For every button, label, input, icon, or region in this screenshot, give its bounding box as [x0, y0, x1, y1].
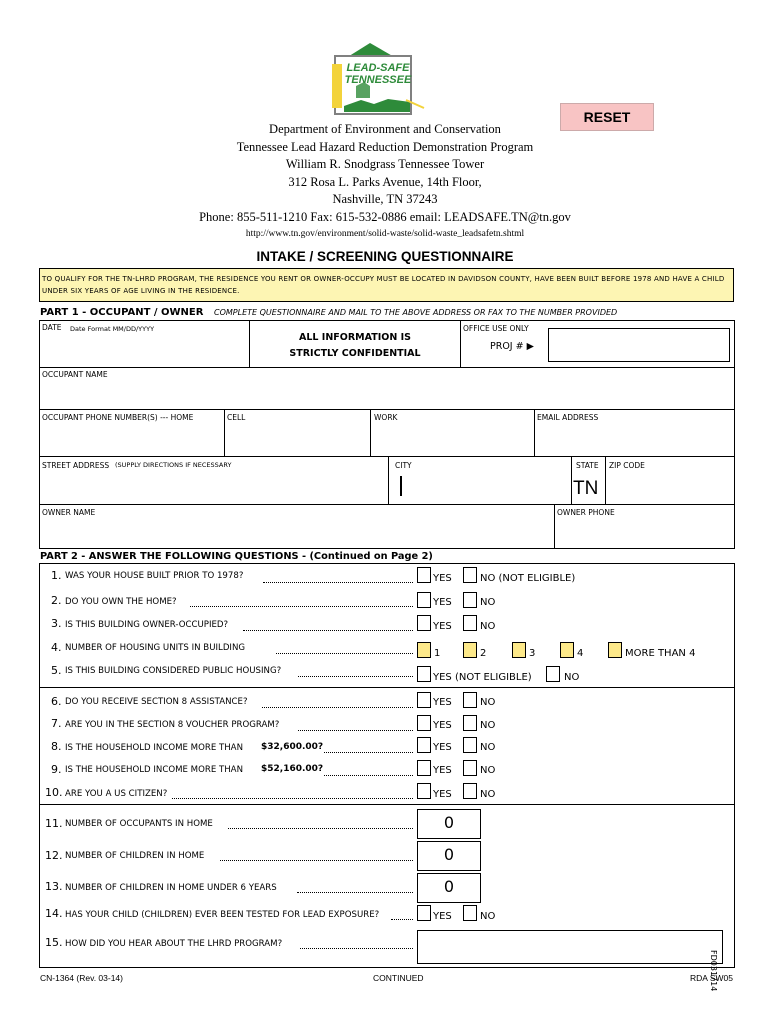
dept-name: Department of Environment and Conservation: [269, 122, 501, 136]
q4-option-1-checkbox[interactable]: [417, 642, 431, 658]
q8-no-checkbox[interactable]: [463, 737, 477, 753]
q10-yes-checkbox[interactable]: [417, 783, 431, 799]
q12-number: 12.: [45, 849, 63, 862]
owner-phone-label: OWNER PHONE: [557, 508, 615, 517]
children-under6-count-input[interactable]: 0: [417, 873, 481, 903]
q7-yes-checkbox[interactable]: [417, 715, 431, 731]
q6-text: DO YOU RECEIVE SECTION 8 ASSISTANCE?: [65, 697, 248, 707]
q13-text: NUMBER OF CHILDREN IN HOME UNDER 6 YEARS: [65, 883, 277, 893]
q14-yes-label: YES: [433, 911, 452, 922]
rda-code: RDA SW05: [690, 973, 733, 983]
q2-no-label: NO: [480, 597, 496, 608]
date-format-hint: Date Format MM/DD/YYYY: [70, 325, 155, 333]
reset-button[interactable]: RESET: [560, 103, 654, 131]
q8-number: 8.: [51, 740, 62, 753]
q6-number: 6.: [51, 695, 62, 708]
q12-leader: [220, 860, 413, 861]
q9-text: IS THE HOUSEHOLD INCOME MORE THAN: [65, 765, 243, 775]
continued-label: CONTINUED: [373, 973, 424, 983]
q15-leader: [300, 948, 413, 949]
q9-number: 9.: [51, 763, 62, 776]
proj-number-input[interactable]: [548, 328, 730, 362]
q14-text: HAS YOUR CHILD (CHILDREN) EVER BEEN TESTED FOR LEAD EXPOSURE?: [65, 910, 380, 920]
q4-option-3-label: 3: [529, 648, 536, 659]
building-name: William R. Snodgrass Tennessee Tower: [285, 157, 485, 171]
street-address-note: (SUPPLY DIRECTIONS IF NECESSARY: [115, 461, 232, 469]
q8-yes-label: YES: [433, 742, 452, 753]
q4-option-2-checkbox[interactable]: [463, 642, 477, 658]
zip-code-label: ZIP CODE: [609, 461, 645, 470]
q14-no-label: NO: [480, 911, 496, 922]
email-label: EMAIL ADDRESS: [537, 413, 599, 422]
q6-no-checkbox[interactable]: [463, 692, 477, 708]
q10-no-checkbox[interactable]: [463, 783, 477, 799]
q7-number: 7.: [51, 717, 62, 730]
q8-amount: $32,600.00?: [261, 742, 324, 752]
q11-number: 11.: [45, 817, 63, 830]
q9-leader: [324, 775, 413, 776]
program-url: http://www.tn.gov/environment/solid-waste/solid-waste_leadsafetn.shtml: [245, 229, 525, 239]
part1-instruction: COMPLETE QUESTIONNAIRE AND MAIL TO THE ABOVE ADDRESS OR FAX TO THE NUMBER PROVIDED: [214, 308, 618, 317]
q9-amount: $52,160.00?: [261, 764, 324, 774]
q3-number: 3.: [51, 617, 62, 630]
q7-text: ARE YOU IN THE SECTION 8 VOUCHER PROGRAM?: [65, 720, 280, 730]
part2-heading: PART 2 - ANSWER THE FOLLOWING QUESTIONS - (Continued on Page 2): [40, 551, 433, 562]
q3-text: IS THIS BUILDING OWNER-OCCUPIED?: [65, 620, 229, 630]
city-address: Nashville, TN 37243: [332, 192, 438, 206]
q1-no-checkbox[interactable]: [463, 567, 477, 583]
q2-text: DO YOU OWN THE HOME?: [65, 597, 177, 607]
q14-no-checkbox[interactable]: [463, 905, 477, 921]
q4-option-1-label: 1: [434, 648, 441, 659]
q7-no-checkbox[interactable]: [463, 715, 477, 731]
q4-text: NUMBER OF HOUSING UNITS IN BUILDING: [65, 643, 246, 653]
q15-number: 15.: [45, 936, 63, 949]
office-use-label: OFFICE USE ONLY: [463, 324, 529, 333]
how-did-you-hear-input[interactable]: [417, 930, 723, 964]
q14-number: 14.: [45, 907, 63, 920]
q15-text: HOW DID YOU HEAR ABOUT THE LHRD PROGRAM?: [65, 939, 283, 949]
form-id: CN-1364 (Rev. 03-14): [40, 973, 123, 983]
occupants-count-input[interactable]: 0: [417, 809, 481, 839]
q8-yes-checkbox[interactable]: [417, 737, 431, 753]
owner-name-field[interactable]: [39, 504, 555, 549]
cell-phone-field[interactable]: [224, 409, 371, 457]
logo-line2: TENNESSEE: [344, 74, 412, 86]
q10-no-label: NO: [480, 789, 496, 800]
q4-leader: [276, 653, 413, 654]
text-cursor: [400, 476, 402, 496]
q9-no-label: NO: [480, 765, 496, 776]
q11-leader: [228, 828, 413, 829]
state-label: STATE: [576, 461, 599, 470]
owner-name-label: OWNER NAME: [42, 508, 96, 517]
q4-option-2-label: 2: [480, 648, 487, 659]
q10-number: 10.: [45, 786, 63, 799]
q1-no-label: NO (NOT ELIGIBLE): [480, 573, 576, 584]
q6-yes-checkbox[interactable]: [417, 692, 431, 708]
contact-info: Phone: 855-511-1210 Fax: 615-532-0886 email: LEADSAFE.TN@tn.gov: [199, 209, 571, 224]
q5-no-label: NO: [564, 672, 580, 683]
cell-phone-label: CELL: [227, 413, 246, 422]
occupant-name-field[interactable]: [39, 367, 735, 410]
q4-option-more-checkbox[interactable]: [608, 642, 622, 658]
q2-yes-label: YES: [433, 597, 452, 608]
home-phone-label: OCCUPANT PHONE NUMBER(S) --- HOME: [42, 413, 194, 422]
lead-safe-logo: [326, 40, 426, 120]
q11-text: NUMBER OF OCCUPANTS IN HOME: [65, 819, 213, 829]
q13-leader: [297, 892, 413, 893]
q2-no-checkbox[interactable]: [463, 592, 477, 608]
logo-line1: LEAD-SAFE: [346, 62, 410, 74]
q14-yes-checkbox[interactable]: [417, 905, 431, 921]
children-count-input[interactable]: 0: [417, 841, 481, 871]
q4-option-more-label: MORE THAN 4: [625, 648, 696, 659]
q13-number: 13.: [45, 880, 63, 893]
q4-option-4-label: 4: [577, 648, 584, 659]
q4-option-3-checkbox[interactable]: [512, 642, 526, 658]
q4-number: 4.: [51, 641, 62, 654]
q10-leader: [172, 798, 413, 799]
q5-yes-label: YES (NOT ELIGIBLE): [433, 672, 532, 683]
q10-yes-label: YES: [433, 789, 452, 800]
date-label: DATE: [42, 323, 62, 332]
q9-yes-checkbox[interactable]: [417, 760, 431, 776]
q1-yes-label: YES: [433, 573, 452, 584]
side-code: FD031714: [709, 950, 718, 992]
q14-leader: [391, 919, 413, 920]
q1-leader: [263, 582, 413, 583]
program-name: Tennessee Lead Hazard Reduction Demonstration Program: [236, 139, 534, 154]
occupant-name-label: OCCUPANT NAME: [42, 370, 108, 379]
page-title: INTAKE / SCREENING QUESTIONNAIRE: [256, 249, 514, 264]
q5-no-checkbox[interactable]: [546, 666, 560, 682]
q1-yes-checkbox[interactable]: [417, 567, 431, 583]
part1-heading: PART 1 - OCCUPANT / OWNER: [40, 307, 204, 318]
q7-leader: [298, 730, 413, 731]
proj-label: PROJ # ▶: [490, 341, 534, 352]
q5-text: IS THIS BUILDING CONSIDERED PUBLIC HOUSING?: [65, 666, 282, 676]
q8-no-label: NO: [480, 742, 496, 753]
q8-leader: [324, 752, 413, 753]
q6-leader: [262, 707, 413, 708]
q3-yes-label: YES: [433, 621, 452, 632]
street-address: 312 Rosa L. Parks Avenue, 14th Floor,: [288, 174, 482, 189]
q3-leader: [243, 630, 413, 631]
confidential-line2: STRICTLY CONFIDENTIAL: [289, 348, 421, 359]
work-phone-label: WORK: [374, 413, 398, 422]
q9-no-checkbox[interactable]: [463, 760, 477, 776]
q2-number: 2.: [51, 594, 62, 607]
confidential-cell: [249, 320, 461, 368]
confidential-line1: ALL INFORMATION IS: [299, 332, 411, 343]
q5-leader: [298, 676, 413, 677]
city-label: CITY: [395, 461, 412, 470]
q9-yes-label: YES: [433, 765, 452, 776]
q3-no-label: NO: [480, 621, 496, 632]
state-value: TN: [573, 478, 599, 499]
eligibility-notice: TO QUALIFY FOR THE TN-LHRD PROGRAM, THE RESIDENCE YOU RENT OR OWNER-OCCUPY MUST BE LOCATED IN DAVIDSON COUNTY, HAVE BEEN BUILT BEFORE 1978 AND HAVE A CHILD UNDER SIX YEARS OF AGE LIVING IN THE RESIDENCE.: [39, 268, 734, 302]
q12-text: NUMBER OF CHILDREN IN HOME: [65, 851, 205, 861]
q10-text: ARE YOU A US CITIZEN?: [65, 789, 168, 799]
q7-no-label: NO: [480, 720, 496, 731]
q5-number: 5.: [51, 664, 62, 677]
q2-leader: [190, 606, 413, 607]
q7-yes-label: YES: [433, 720, 452, 731]
city-field[interactable]: [388, 456, 572, 505]
q4-option-4-checkbox[interactable]: [560, 642, 574, 658]
q6-yes-label: YES: [433, 697, 452, 708]
q8-text: IS THE HOUSEHOLD INCOME MORE THAN: [65, 743, 243, 753]
q1-text: WAS YOUR HOUSE BUILT PRIOR TO 1978?: [65, 571, 244, 581]
q2-yes-checkbox[interactable]: [417, 592, 431, 608]
q3-no-checkbox[interactable]: [463, 615, 477, 631]
q6-no-label: NO: [480, 697, 496, 708]
q1-number: 1.: [51, 569, 62, 582]
address-block: [0, 121, 770, 244]
street-address-label: STREET ADDRESS: [42, 461, 110, 470]
q3-yes-checkbox[interactable]: [417, 615, 431, 631]
q5-yes-checkbox[interactable]: [417, 666, 431, 682]
